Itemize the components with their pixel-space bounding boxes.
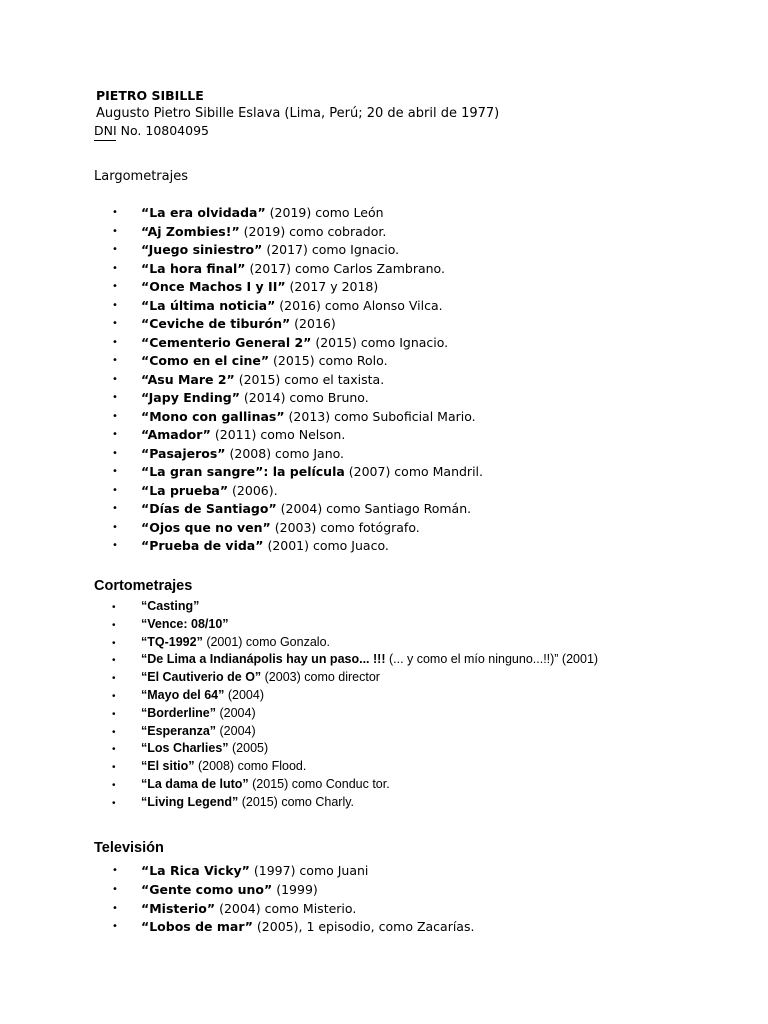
work-details: (2008) como Flood. xyxy=(194,759,307,774)
list-item-text xyxy=(141,224,386,239)
bullet-icon: • xyxy=(112,921,118,933)
bullet-icon: • xyxy=(112,244,118,255)
list-item-text xyxy=(141,617,229,631)
bullet-icon: • xyxy=(112,619,116,631)
list-item-text xyxy=(141,901,356,916)
work-details: (2005) xyxy=(228,741,269,756)
work-title: “El Cautiverio de O” xyxy=(141,670,262,685)
work-title: “Ceviche de tiburón” xyxy=(141,316,291,331)
list-item-text xyxy=(141,372,384,387)
list-item-text xyxy=(141,706,256,720)
list-item-text xyxy=(141,741,268,755)
bullet-icon: • xyxy=(112,883,118,895)
section-title-cortometrajes: Cortometrajes xyxy=(94,578,193,594)
bullet-icon: • xyxy=(112,708,116,720)
work-details: (2004) como Santiago Román. xyxy=(276,501,472,516)
bullet-icon: • xyxy=(112,373,118,385)
list-item-text xyxy=(141,501,471,516)
work-title: “Lobos de mar” xyxy=(141,919,253,935)
work-details: (2015) como Ignacio. xyxy=(311,334,449,350)
section-title-largometrajes: Largometrajes xyxy=(94,169,188,184)
bullet-icon: • xyxy=(112,744,116,756)
bullet-icon: • xyxy=(112,429,118,440)
work-title: “Misterio” xyxy=(141,900,216,916)
list-item-text xyxy=(141,390,369,405)
actor-full-name: Augusto Pietro Sibille Eslava (Lima, Perú; 20 de abril de 1977) xyxy=(96,106,500,121)
bullet-icon: • xyxy=(112,225,118,237)
work-title: “Borderline” xyxy=(141,705,217,720)
bullet-icon: • xyxy=(112,797,116,809)
work-details: (2003) como fotógrafo. xyxy=(270,519,420,535)
work-details: (1997) como Juani xyxy=(249,863,369,878)
bullet-icon: • xyxy=(112,392,118,403)
work-title: “Prueba de vida” xyxy=(141,538,264,553)
work-details: (2013) como Suboficial Mario. xyxy=(284,408,476,424)
list-item-text xyxy=(141,446,344,461)
bullet-icon: • xyxy=(112,779,116,791)
work-details: (1999) xyxy=(272,881,318,897)
list-item-text xyxy=(141,353,388,368)
work-title: “La Rica Vicky” xyxy=(141,863,250,878)
list-item-text xyxy=(141,652,598,666)
bullet-icon: • xyxy=(112,262,118,274)
bullet-icon: • xyxy=(112,690,116,702)
work-title: “Gente como uno” xyxy=(141,881,273,897)
work-details: (... y como el mío ninguno...!!)” (2001) xyxy=(385,652,599,667)
list-item-text xyxy=(141,335,448,350)
work-details: (2015) como el taxista. xyxy=(234,371,385,387)
work-details: (2019) como cobrador. xyxy=(239,223,387,239)
divider xyxy=(94,140,116,141)
bullet-icon: • xyxy=(112,410,118,422)
bullet-icon: • xyxy=(112,762,116,774)
list-item-text xyxy=(141,483,278,498)
work-title: “La gran sangre”: la película xyxy=(141,464,345,479)
bullet-icon: • xyxy=(112,726,116,738)
work-details: (2004) xyxy=(216,723,256,738)
work-details: (2015) como Charly. xyxy=(238,794,355,809)
work-title: “Casting” xyxy=(141,599,200,613)
work-details: (2004) como Misterio. xyxy=(215,900,357,916)
work-title: “Mayo del 64” xyxy=(141,687,225,702)
bullet-icon: • xyxy=(112,336,118,348)
work-title: “Living Legend” xyxy=(141,794,239,809)
work-title: “La dama de luto” xyxy=(141,776,249,791)
list-item-text xyxy=(141,882,318,897)
work-title: “Japy Ending” xyxy=(141,390,240,405)
list-item-text xyxy=(141,599,199,613)
bullet-icon: • xyxy=(112,318,118,329)
work-details: (2015) como Conduc tor. xyxy=(248,776,390,791)
bullet-icon: • xyxy=(112,673,116,685)
work-details: (2017 y 2018) xyxy=(285,279,379,294)
bullet-icon: • xyxy=(112,281,118,292)
work-title: “Los Charlies” xyxy=(141,741,229,756)
actor-dni: DNI No. 10804095 xyxy=(94,123,209,138)
work-title: “TQ-1992” xyxy=(141,634,203,649)
bullet-icon: • xyxy=(112,637,116,649)
work-title: “Ojos que no ven” xyxy=(141,519,271,535)
bullet-icon: • xyxy=(112,865,118,876)
work-details: (2011) como Nelson. xyxy=(210,427,346,442)
work-title: “Pasajeros” xyxy=(141,445,226,461)
work-title: “Juego siniestro” xyxy=(141,242,263,257)
list-item-text xyxy=(141,670,380,684)
work-details: (2017) como Carlos Zambrano. xyxy=(245,260,445,276)
work-details: (2001) como Juaco. xyxy=(263,538,389,553)
bullet-icon: • xyxy=(112,902,118,914)
bullet-icon: • xyxy=(112,503,118,514)
work-title: “De Lima a Indianápolis hay un paso... !!! xyxy=(141,652,386,667)
bullet-icon: • xyxy=(112,447,118,459)
list-item-text xyxy=(141,261,445,276)
list-item-text xyxy=(141,795,354,809)
list-item-text xyxy=(141,520,420,535)
list-item-text xyxy=(141,724,256,738)
work-title: “El sitio” xyxy=(141,759,195,774)
bullet-icon: • xyxy=(112,299,118,311)
list-item-text xyxy=(141,464,483,479)
work-details: (2001) como Gonzalo. xyxy=(202,634,330,649)
actor-name: PIETRO SIBILLE xyxy=(96,88,204,103)
bullet-icon: • xyxy=(112,466,118,477)
list-item-text xyxy=(141,863,368,878)
work-title: “Como en el cine” xyxy=(141,353,270,368)
work-details: (2004) xyxy=(224,687,264,702)
work-details: (2019) como León xyxy=(265,205,384,220)
bullet-icon: • xyxy=(112,521,118,533)
work-title: “Esperanza” xyxy=(141,723,217,738)
list-item-text xyxy=(141,635,330,649)
work-title: “Días de Santiago” xyxy=(141,501,277,516)
list-item-text xyxy=(141,316,336,331)
section-title-television: Televisión xyxy=(94,840,164,856)
list-item-text xyxy=(141,427,345,442)
work-title: “Asu Mare 2” xyxy=(141,371,235,387)
work-details: (2015) como Rolo. xyxy=(269,353,388,368)
list-item-text xyxy=(141,777,390,791)
work-title: “Vence: 08/10” xyxy=(141,616,229,631)
bullet-icon: • xyxy=(112,540,118,551)
work-title: “La última noticia” xyxy=(141,297,276,313)
list-item-text xyxy=(141,205,384,220)
bullet-icon: • xyxy=(112,207,118,218)
list-item-text xyxy=(141,242,399,257)
work-details: (2017) como Ignacio. xyxy=(262,242,400,257)
list-item-text xyxy=(141,279,378,294)
list-item-text xyxy=(141,538,389,553)
work-title: “La era olvidada” xyxy=(141,205,266,220)
work-details: (2007) como Mandril. xyxy=(344,464,483,479)
bullet-icon: • xyxy=(112,355,118,366)
list-item-text xyxy=(141,688,264,702)
bullet-icon: • xyxy=(112,602,116,613)
work-title: “Mono con gallinas” xyxy=(141,408,285,424)
work-details: (2003) como director xyxy=(261,670,380,685)
work-details: (2004) xyxy=(216,705,256,720)
work-details: (2016) xyxy=(290,316,336,331)
work-title: “Once Machos I y II” xyxy=(141,279,286,294)
list-item-text xyxy=(141,409,476,424)
work-title: “La hora final” xyxy=(141,260,246,276)
work-details: (2008) como Jano. xyxy=(225,445,345,461)
list-item-text xyxy=(141,759,306,773)
work-details: (2006). xyxy=(228,482,278,498)
work-details: (2016) como Alonso Vilca. xyxy=(275,297,443,313)
bullet-icon: • xyxy=(112,484,118,496)
work-title: “Aj Zombies!” xyxy=(141,223,240,239)
work-title: “Amador” xyxy=(141,427,211,442)
work-title: “Cementerio General 2” xyxy=(141,334,312,350)
list-item-text xyxy=(141,298,443,313)
bullet-icon: • xyxy=(112,655,116,667)
work-details: (2005), 1 episodio, como Zacarías. xyxy=(252,919,475,935)
work-title: “La prueba” xyxy=(141,482,229,498)
work-details: (2014) como Bruno. xyxy=(239,390,369,405)
list-item-text xyxy=(141,919,474,934)
